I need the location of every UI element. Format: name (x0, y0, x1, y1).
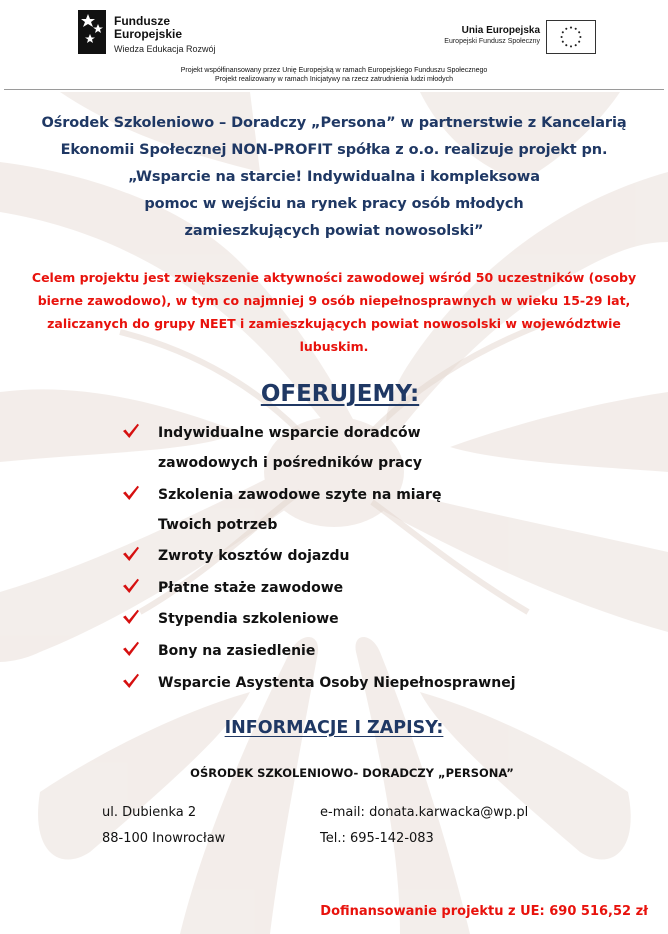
offer-item: Zwroty kosztów dojazdu (120, 541, 640, 571)
offer-item: Szkolenia zawodowe szyte na miarę Twoich potrzeb (120, 480, 640, 540)
red-checkmark-icon (122, 546, 140, 562)
email-link[interactable]: donata.karwacka@wp.pl (369, 805, 529, 820)
organization-name: OŚRODEK SZKOLENIOWO- DORADCZY „PERSONA” (190, 766, 514, 780)
project-intro: Ośrodek Szkoleniowo – Doradczy „Persona” w partnerstwie z Kancelarią Ekonomii Społecznej NON-PROFIT spółka z o.o. realizuje projekt pn. „Wsparcie na starcie! Indywidualna i kompleksowa pomoc w wejściu na rynek pracy osób młodych zamieszkujących powiat nowosolski” (41, 115, 627, 239)
contact (320, 800, 528, 852)
offer-list (120, 418, 640, 699)
offer-item: Wsparcie Asystenta Osoby Niepełnosprawnej (120, 668, 640, 698)
phone-number: 695-142-083 (350, 831, 434, 846)
offer-item: Płatne staże zawodowe (120, 573, 640, 603)
funding-amount: Dofinansowanie projektu z UE: 690 516,52 zł (320, 904, 648, 919)
header-divider (4, 89, 664, 90)
eu-logo-subtitle: Europejski Fundusz Społeczny (444, 38, 540, 45)
info-heading: INFORMACJE I ZAPISY: (224, 718, 444, 738)
unia-europejska-logo (424, 20, 596, 56)
eu-logo-text (444, 25, 540, 45)
offer-heading: OFERUJEMY: (260, 381, 420, 407)
offer-item: Indywidualne wsparcie doradców zawodowych i pośredników pracy (120, 418, 640, 478)
fe-logo-subtitle: Wiedza Edukacja Rozwój (114, 44, 216, 54)
fundusze-europejskie-logo (78, 10, 228, 58)
offer-item: Bony na zasiedlenie (120, 636, 640, 666)
city: 88-100 Inowrocław (102, 831, 226, 846)
cofinancing-note: Projekt współfinansowany przez Unię Europejską w ramach Europejskiego Funduszu Społecznego Projekt realizowany w ramach Inicjatywy na rzecz zatrudnienia ludzi młodych (180, 67, 488, 83)
phone-label: Tel.: (320, 831, 346, 846)
red-checkmark-icon (122, 641, 140, 657)
street: ul. Dubienka 2 (102, 805, 197, 820)
red-checkmark-icon (122, 578, 140, 594)
header (0, 0, 668, 64)
email-line (320, 800, 528, 826)
offer-item: Stypendia szkoleniowe (120, 604, 640, 634)
red-checkmark-icon (122, 423, 140, 439)
project-goal: Celem projektu jest zwiększenie aktywności zawodowej wśród 50 uczestników (osoby bierne zawodowo), w tym co najmniej 9 osób niepełnosprawnych w wieku 15-29 lat, zaliczanych do grupy NEET i zamieszkujących powiat nowosolski w województwie lubuskim. (31, 270, 637, 354)
red-checkmark-icon (122, 673, 140, 689)
eu-logo-title: Unia Europejska (461, 25, 540, 36)
red-checkmark-icon (122, 609, 140, 625)
fe-logo-name: Fundusze Europejskie (114, 14, 183, 41)
red-checkmark-icon (122, 485, 140, 501)
fe-star-flag-icon (78, 10, 106, 54)
eu-flag-icon (546, 20, 596, 54)
email-label: e-mail: (320, 805, 365, 820)
phone-line (320, 826, 528, 852)
address (102, 800, 225, 852)
